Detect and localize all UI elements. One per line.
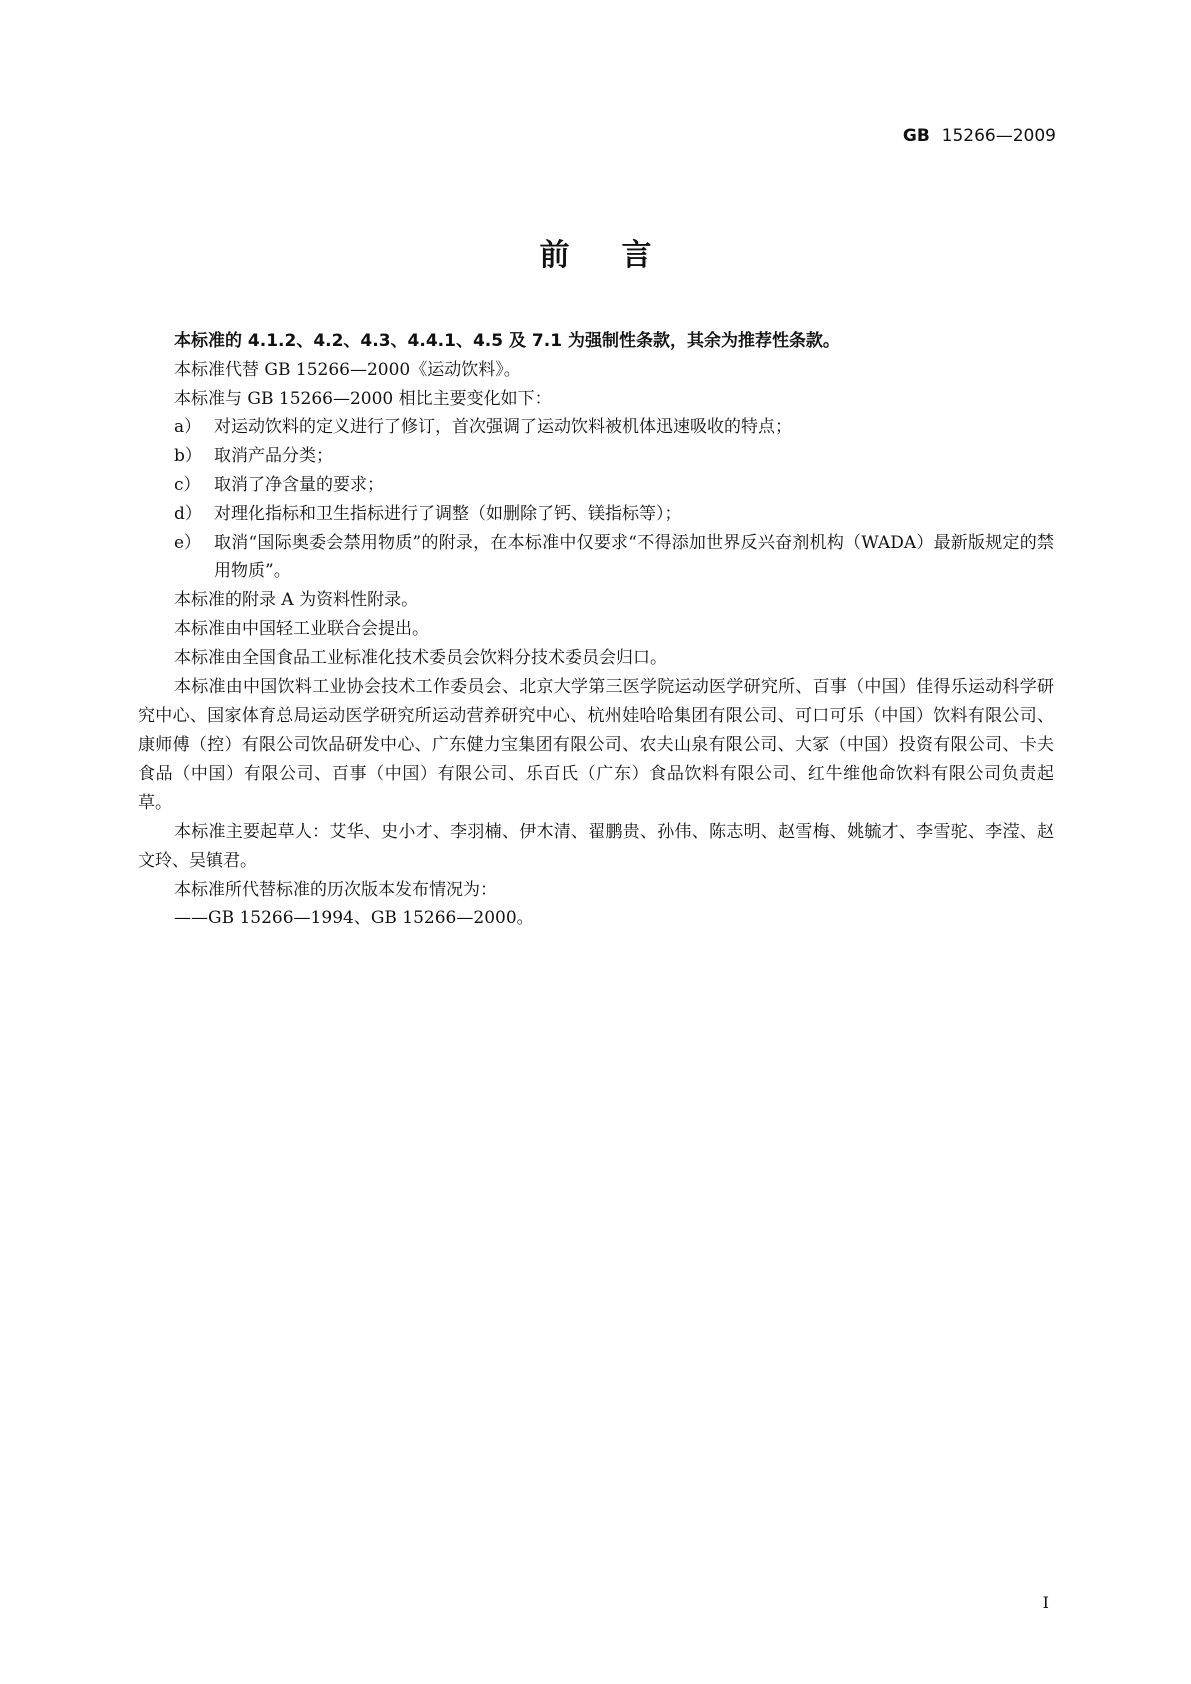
- list-text: 对运动饮料的定义进行了修订，首次强调了运动饮料被机体迅速吸收的特点；: [214, 417, 792, 438]
- appendix-paragraph: 本标准的附录 A 为资料性附录。: [174, 590, 419, 611]
- list-item: [138, 413, 1054, 442]
- list-item: [138, 529, 1054, 587]
- standard-prefix: GB: [902, 126, 930, 146]
- mandatory-clause-paragraph: 本标准的 4.1.2、4.2、4.3、4.4.1、4.5 及 7.1 为强制性条款，其余为推荐性条款。: [174, 331, 840, 351]
- proposed-by-paragraph: 本标准由中国轻工业联合会提出。: [174, 618, 429, 639]
- drafting-units-paragraph: 本标准由中国饮料工业协会技术工作委员会、北京大学第三医学院运动医学研究所、百事（中国）佳得乐运动科学研究中心、国家体育总局运动医学研究所运动营养研究中心、杭州娃哈哈集团有限公司、可口可乐（中国）饮料有限公司、康师傅（控）有限公司饮品研发中心、广东健力宝集团有限公司、农夫山泉有限公司、大冢（中国）投资有限公司、卡夫食品（中国）有限公司、百事（中国）有限公司、乐百氏（广东）食品饮料有限公司、红牛维他命饮料有限公司负责起草。: [138, 676, 1054, 813]
- list-marker: a）: [174, 417, 202, 438]
- list-item: [138, 500, 1054, 529]
- list-item: [138, 471, 1054, 500]
- list-marker: c）: [174, 474, 201, 495]
- page-number: I: [1042, 1593, 1049, 1612]
- list-text: 取消了净含量的要求；: [214, 474, 384, 495]
- replaces-paragraph: 本标准代替 GB 15266—2000《运动饮料》。: [174, 359, 521, 380]
- list-text: 对理化指标和卫生指标进行了调整（如删除了钙、镁指标等）；: [214, 503, 682, 524]
- page-title: 前言: [539, 238, 704, 273]
- centralized-by-paragraph: 本标准由全国食品工业标准化技术委员会饮料分技术委员会归口。: [174, 647, 667, 668]
- history-list-paragraph: ——GB 15266—1994、GB 15266—2000。: [174, 908, 534, 929]
- list-text: 取消“国际奥委会禁用物质”的附录，在本标准中仅要求“不得添加世界反兴奋剂机构（WADA）最新版规定的禁用物质”。: [214, 532, 1054, 582]
- drafters-paragraph: 本标准主要起草人：艾华、史小才、李羽楠、伊木清、翟鹏贵、孙伟、陈志明、赵雪梅、姚毓才、李雪驼、李滢、赵文玲、吴镇君。: [138, 821, 1054, 871]
- list-item: [138, 442, 1054, 471]
- standard-code: [903, 126, 1056, 146]
- changes-list: [138, 413, 1054, 586]
- list-text: 取消产品分类；: [214, 446, 333, 467]
- list-marker: e）: [174, 532, 202, 553]
- standard-number: 15266—2009: [941, 126, 1056, 146]
- foreword-body: [138, 327, 1054, 933]
- history-intro-paragraph: 本标准所代替标准的历次版本发布情况为：: [174, 879, 497, 900]
- list-marker: d）: [174, 503, 202, 524]
- changes-intro-paragraph: 本标准与 GB 15266—2000 相比主要变化如下：: [174, 388, 552, 409]
- list-marker: b）: [174, 446, 202, 467]
